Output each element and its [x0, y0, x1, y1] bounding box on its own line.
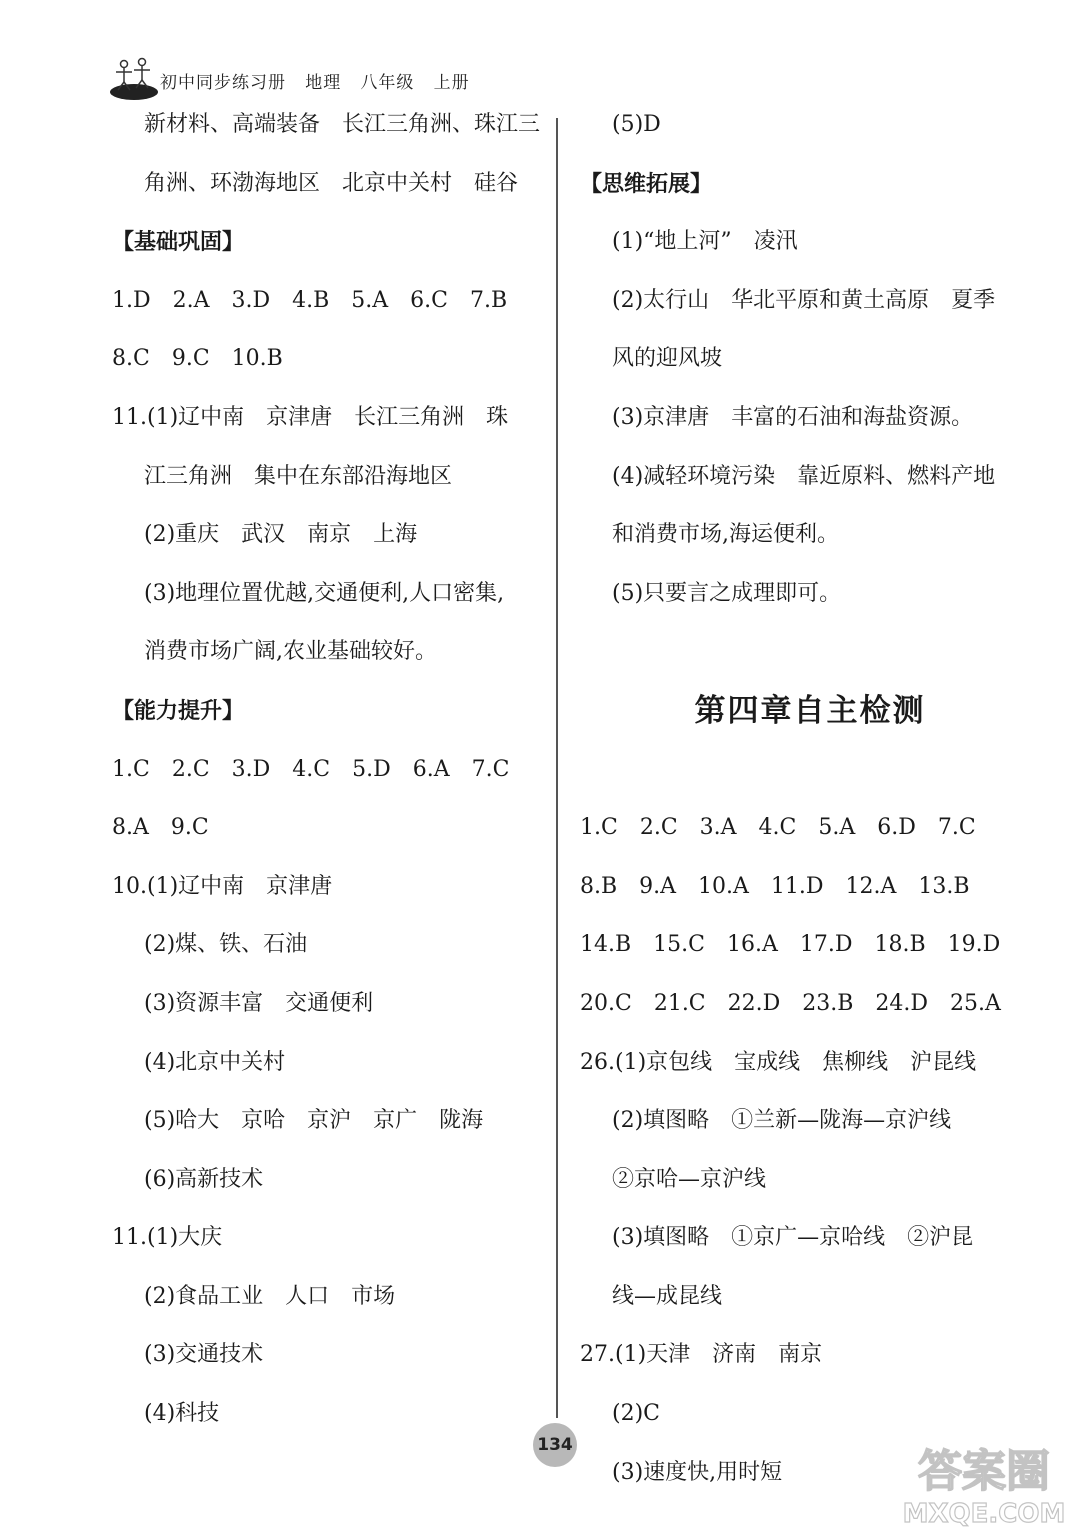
answer-line: 10.(1)辽中南 京津唐: [112, 873, 333, 899]
answer-line: 和消费市场,海运便利。: [612, 522, 839, 548]
answer-line: (4)北京中关村: [144, 1049, 286, 1075]
answer-line: (6)高新技术: [144, 1166, 264, 1192]
answer-line: (2)食品工业 人口 市场: [144, 1283, 396, 1309]
section-heading: 【能力提升】: [112, 697, 245, 724]
left-column: [112, 96, 544, 1444]
answer-line: (5)D: [612, 112, 661, 137]
answer-line: (2)太行山 华北平原和黄土高原 夏季: [612, 287, 996, 313]
column-divider: [556, 118, 558, 1418]
answer-line: (3)填图略 ①京广—京哈线 ②沪昆: [612, 1225, 974, 1251]
svg-text:MXQE.COM: MXQE.COM: [902, 1499, 1066, 1529]
answer-line: (5)只要言之成理即可。: [612, 580, 842, 606]
answer-line: 消费市场广阔,农业基础较好。: [144, 639, 437, 665]
section-heading: 【思维拓展】: [580, 170, 713, 197]
answer-line: 风的迎风坡: [612, 346, 723, 372]
svg-text:答案圈: 答案圈: [918, 1446, 1050, 1497]
volume: 上册: [433, 73, 470, 93]
answer-line: (5)哈大 京哈 京沪 京广 陇海: [144, 1108, 484, 1134]
answer-line: (3)交通技术: [144, 1342, 264, 1368]
grade: 八年级: [360, 73, 415, 93]
answer-line: 8.B 9.A 10.A 11.D 12.A 13.B: [580, 873, 970, 899]
answer-line: 8.C 9.C 10.B: [112, 346, 283, 372]
answer-line: 11.(1)大庆: [112, 1225, 223, 1251]
answer-line: 20.C 21.C 22.D 23.B 24.D 25.A: [580, 990, 1001, 1016]
answer-line: 1.C 2.C 3.A 4.C 5.A 6.D 7.C: [580, 815, 976, 841]
answer-line: 27.(1)天津 济南 南京: [580, 1342, 823, 1368]
answer-line: 1.D 2.A 3.D 4.B 5.A 6.C 7.B: [112, 287, 508, 313]
watermark-logo: [900, 1436, 1068, 1530]
answer-line: (2)重庆 武汉 南京 上海: [144, 522, 418, 548]
answer-line: 江三角洲 集中在东部沿海地区: [144, 463, 453, 489]
answer-line: (3)资源丰富 交通便利: [144, 990, 374, 1016]
right-column-top: [580, 96, 1040, 623]
answer-line: 线—成昆线: [612, 1283, 723, 1309]
answer-line: 14.B 15.C 16.A 17.D 18.B 19.D: [580, 932, 1001, 958]
right-column-bottom: [580, 799, 1040, 1502]
answer-line: (2)C: [612, 1401, 660, 1427]
right-column: [580, 96, 1040, 1502]
answer-line: (4)减轻环境污染 靠近原料、燃料产地: [612, 463, 996, 489]
spacer: [580, 741, 1040, 800]
page-number: 134: [533, 1423, 577, 1467]
book-title: 初中同步练习册: [160, 73, 286, 93]
page-header: [0, 0, 1080, 110]
book-logo-icon: [108, 50, 160, 102]
answer-line: (2)填图略 ①兰新—陇海—京沪线: [612, 1108, 952, 1134]
answer-line: 新材料、高端装备 长江三角洲、珠江三: [144, 112, 541, 137]
section-heading: 【基础巩固】: [112, 229, 245, 256]
answer-line: 1.C 2.C 3.D 4.C 5.D 6.A 7.C: [112, 756, 510, 782]
answer-line: (3)速度快,用时短: [612, 1459, 783, 1485]
answer-line: 8.A 9.C: [112, 815, 209, 841]
answer-line: (4)科技: [144, 1401, 220, 1427]
answer-line: 26.(1)京包线 宝成线 焦柳线 沪昆线: [580, 1049, 977, 1075]
chapter-title: 第四章自主检测: [694, 692, 926, 729]
spacer: [580, 623, 1040, 682]
answer-line: (3)地理位置优越,交通便利,人口密集,: [144, 580, 505, 606]
answer-line: (3)京津唐 丰富的石油和海盐资源。: [612, 404, 974, 430]
answer-line: (2)煤、铁、石油: [144, 932, 308, 958]
subject: 地理: [305, 73, 342, 93]
answer-line: 11.(1)辽中南 京津唐 长江三角洲 珠: [112, 404, 509, 430]
answer-line: 角洲、环渤海地区 北京中关村 硅谷: [144, 170, 519, 196]
header-title: [160, 68, 470, 93]
answer-line: (1)“地上河” 凌汛: [612, 229, 798, 255]
answer-line: ②京哈—京沪线: [612, 1166, 767, 1192]
